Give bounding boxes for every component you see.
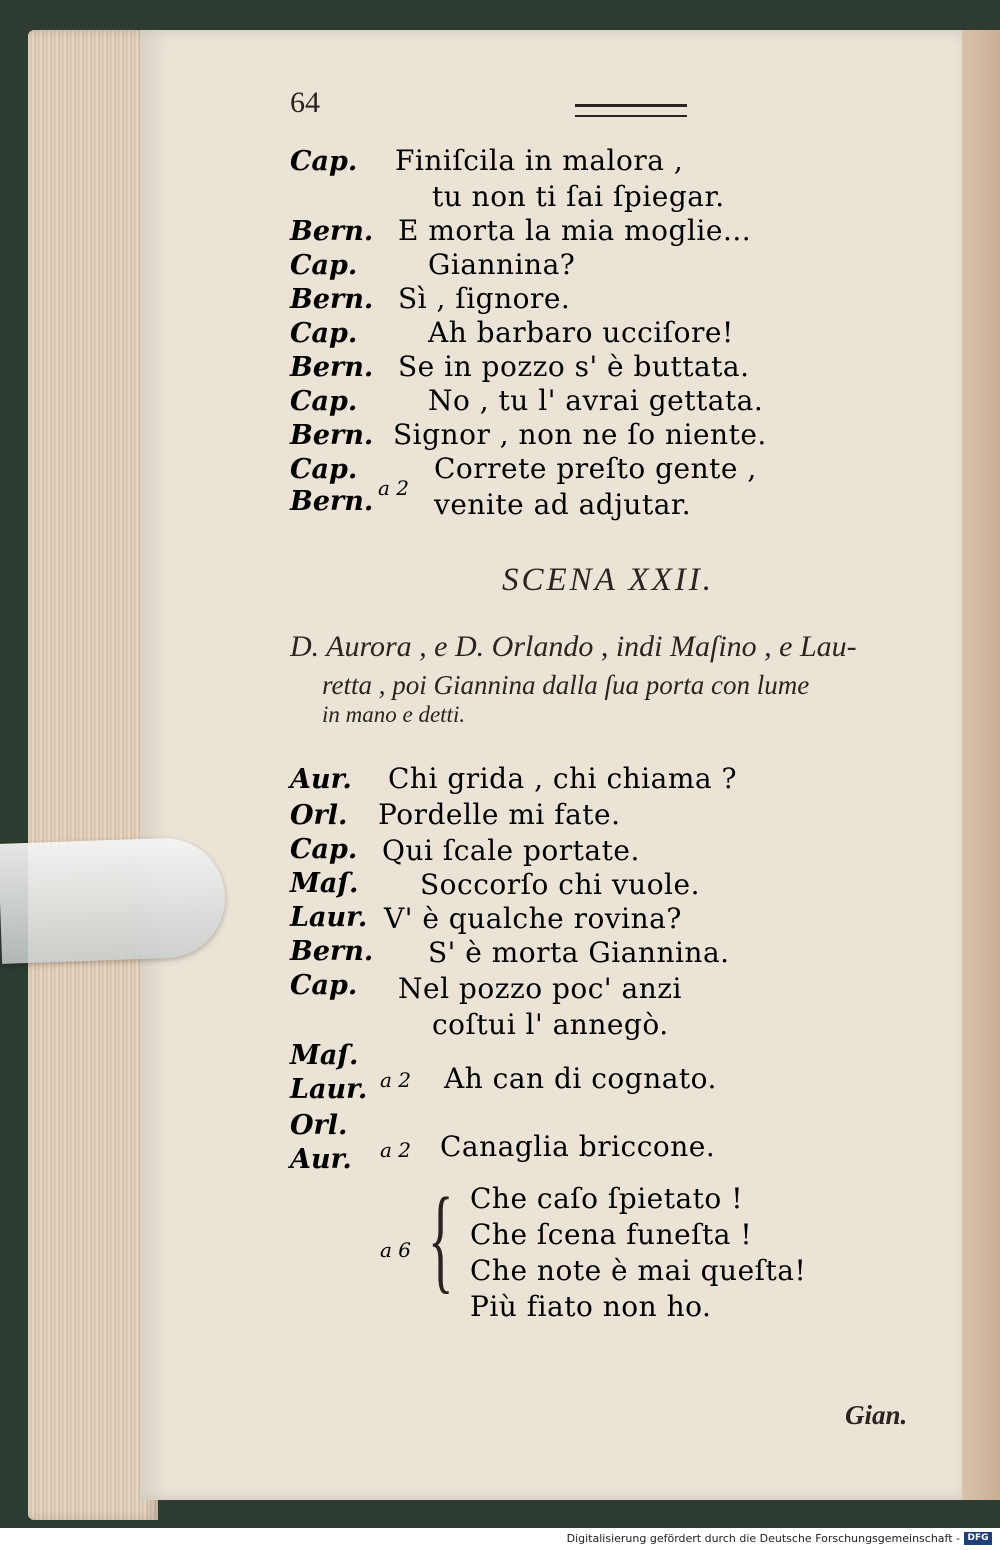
- speaker: Cap.: [290, 970, 358, 1001]
- verse-line: Soccorſo chi vuole.: [420, 868, 700, 901]
- stage-direction-line: in mano e detti.: [322, 702, 466, 727]
- a6-marker: a 6: [380, 1238, 412, 1262]
- verse-line: Finiſcila in malora ,: [395, 144, 684, 177]
- speaker: Bern.: [290, 420, 374, 451]
- stage-direction-line: retta , poi Giannina dalla ſua porta con lume: [322, 670, 810, 700]
- speaker: Cap.: [290, 386, 358, 417]
- speaker: Cap.: [290, 454, 358, 485]
- verse-line: S' è morta Giannina.: [428, 936, 730, 969]
- dfg-logo: DFG: [964, 1532, 992, 1545]
- verse-line: Più fiato non ho.: [470, 1290, 712, 1323]
- speaker: Laur.: [290, 902, 368, 933]
- verse-line: Ah barbaro ucciſore!: [428, 316, 734, 349]
- speaker: Bern.: [290, 936, 374, 967]
- a2-marker: a 2: [380, 1138, 412, 1162]
- speaker: Laur.: [290, 1074, 368, 1105]
- stage-direction-line: D. Aurora , e D. Orlando , indi Maſino , e Lau-: [290, 630, 857, 663]
- speaker: Maſ.: [290, 1040, 359, 1071]
- a2-marker: a 2: [380, 1068, 412, 1092]
- verse-line: Chi grida , chi chiama ?: [388, 762, 737, 795]
- speaker: Cap.: [290, 250, 358, 281]
- speaker: Bern.: [290, 486, 374, 517]
- verse-line: Se in pozzo s' è buttata.: [398, 350, 750, 383]
- book-page-edges: [28, 30, 158, 1520]
- a2-marker: a 2: [378, 476, 410, 500]
- speaker: Maſ.: [290, 868, 359, 899]
- glass-page-weight: [0, 836, 227, 964]
- speaker: Orl.: [290, 800, 348, 831]
- verse-line: Sì , ſignore.: [398, 282, 571, 315]
- speaker: Cap.: [290, 146, 358, 177]
- page-number: 64: [290, 86, 320, 119]
- verse-line: Correte preſto gente ,: [434, 452, 757, 485]
- header-rule: [575, 104, 687, 117]
- scene-title: SCENA XXII.: [502, 562, 715, 598]
- facing-page-edge: [962, 30, 1000, 1500]
- verse-line: No , tu l' avrai gettata.: [428, 384, 764, 417]
- brace: {: [428, 1173, 454, 1304]
- verse-line: Nel pozzo poc' anzi: [398, 972, 682, 1005]
- verse-line: tu non ti ſai ſpiegar.: [432, 180, 725, 213]
- verse-line: coſtui l' annegò.: [432, 1008, 669, 1041]
- verse-line: Che ſcena funeſta !: [470, 1218, 753, 1251]
- speaker: Bern.: [290, 216, 374, 247]
- verse-line: Ah can di cognato.: [444, 1062, 717, 1095]
- speaker: Cap.: [290, 318, 358, 349]
- verse-line: Giannina?: [428, 248, 576, 281]
- credit-text: Digitalisierung gefördert durch die Deutsche Forschungsgemeinschaft -: [566, 1532, 960, 1545]
- verse-line: venite ad adjutar.: [434, 488, 692, 521]
- verse-line: Qui ſcale portate.: [382, 834, 640, 867]
- verse-line: Che caſo ſpietato !: [470, 1182, 743, 1215]
- speaker: Aur.: [290, 764, 352, 795]
- verse-line: Pordelle mi fate.: [378, 798, 621, 831]
- verse-line: V' è qualche rovina?: [384, 902, 682, 935]
- catchword: Gian.: [845, 1400, 908, 1430]
- verse-line: Che note è mai queſta!: [470, 1254, 807, 1287]
- speaker: Bern.: [290, 284, 374, 315]
- verse-line: E morta la mia moglie...: [398, 214, 752, 247]
- speaker: Orl.: [290, 1110, 348, 1141]
- speaker: Bern.: [290, 352, 374, 383]
- verse-line: Signor , non ne ſo niente.: [393, 418, 767, 451]
- speaker: Cap.: [290, 834, 358, 865]
- speaker: Aur.: [290, 1144, 352, 1175]
- verse-line: Canaglia briccone.: [440, 1130, 716, 1163]
